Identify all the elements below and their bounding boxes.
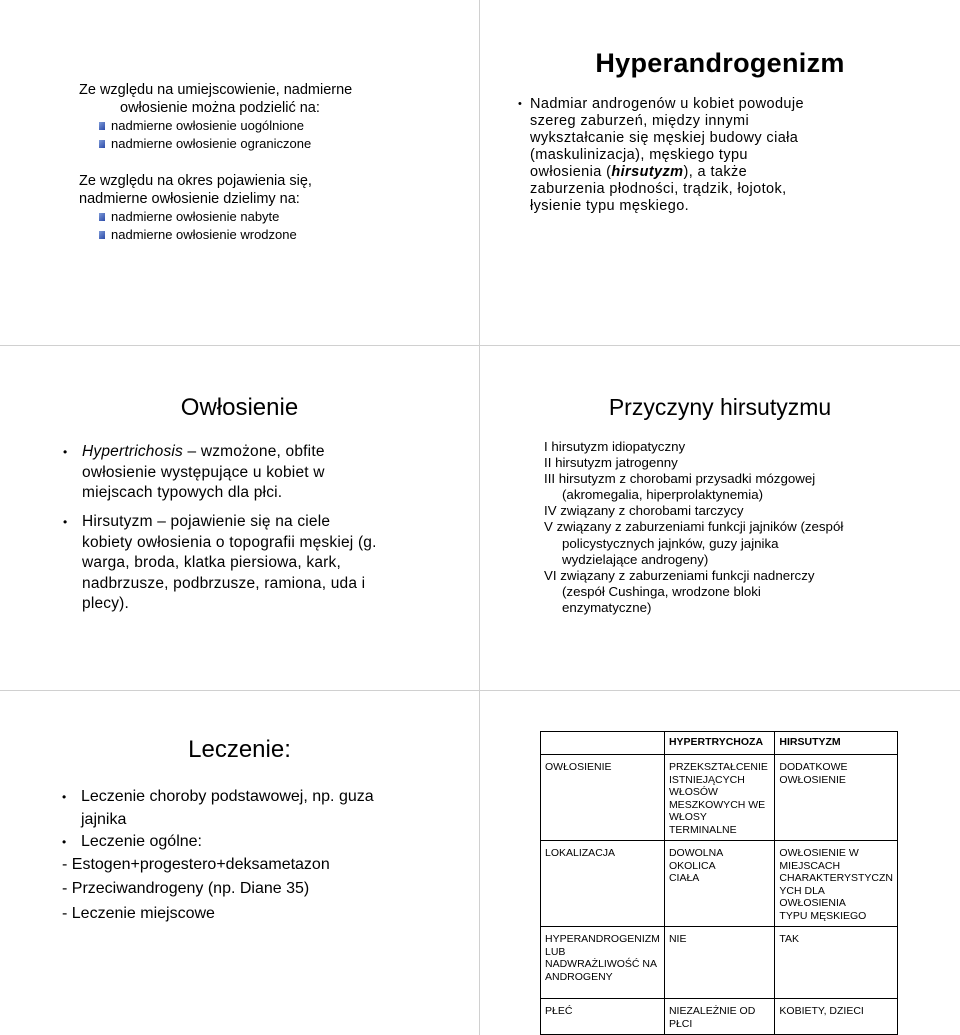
table-header-row	[541, 732, 898, 755]
causes-list	[544, 439, 843, 616]
intro-line: owłosienie można podzielić na:	[120, 100, 320, 116]
paragraph-line: (maskulinizacja), męskiego typu	[530, 147, 748, 163]
paragraph-text: ), a także	[683, 164, 748, 180]
list-item-continuation: enzymatyczne)	[562, 599, 652, 615]
paragraph-line: plecy).	[82, 595, 130, 612]
list-item-continuation: (zespół Cushinga, wrodzone bloki	[562, 583, 761, 599]
list-item: III hirsutyzm z chorobami przysadki mózgowej	[544, 471, 816, 487]
blue-flag-bullet-icon	[99, 122, 105, 130]
blue-flag-bullet-icon	[99, 231, 105, 239]
emphasized-term: hirsutyzm	[611, 164, 684, 180]
paragraph-line: Nadmiar androgenów u kobiet powoduje	[530, 96, 804, 112]
table-cell: DOWOLNA OKOLICA CIAŁA	[664, 841, 774, 927]
paragraph-line: warga, broda, klatka piersiowa, kark,	[82, 554, 341, 571]
paragraph-line: szereg zaburzeń, między innymi	[530, 113, 750, 129]
list-item: II hirsutyzm jatrogenny	[544, 455, 678, 471]
table-cell: PŁEĆ	[541, 999, 665, 1035]
table-cell: HYPERANDROGENIZM LUB NADWRAŻLIWOŚĆ NA ANDROGENY	[541, 927, 665, 999]
list-item-text: Leczenie choroby podstawowej, np. guza	[81, 788, 374, 805]
slide-title: Leczenie:	[188, 736, 291, 763]
list-item	[62, 786, 374, 831]
table-header-cell	[541, 732, 665, 755]
dash-item: - Leczenie miejscowe	[62, 904, 215, 922]
list-item: I hirsutyzm idiopatyczny	[544, 439, 686, 454]
comparison-table	[540, 731, 898, 1035]
slide-title: Hyperandrogenizm	[595, 48, 845, 78]
list-item-text: Leczenie ogólne:	[81, 833, 202, 850]
paragraph-line: wykształcanie się męskiej budowy ciała	[530, 130, 799, 146]
list-item: IV związany z chorobami tarczycy	[544, 503, 744, 519]
table-row	[541, 841, 898, 927]
list-item-continuation: (akromegalia, hiperprolaktynemia)	[562, 487, 764, 503]
period-line: nadmierne owłosienie dzielimy na:	[79, 191, 300, 207]
paragraph-line: owłosienie występujące u kobiet w	[82, 463, 325, 481]
list-item	[99, 117, 352, 135]
table-cell: LOKALIZACJA	[541, 841, 665, 927]
bullet-paragraph	[518, 96, 804, 215]
bullet-icon: •	[63, 515, 68, 529]
paragraph-text: – wzmożone, obfite	[183, 443, 325, 460]
table-cell: NIEZALEŻNIE OD PŁCI	[664, 999, 774, 1035]
table-header-cell: HYPERTRYCHOZA	[664, 732, 774, 755]
paragraph-line: nadbrzusze, podbrzusze, ramiona, uda i	[82, 574, 366, 592]
list-item: VI związany z zaburzeniami funkcji nadnerczy	[544, 567, 815, 583]
table-cell: TAK	[775, 927, 898, 999]
classification-by-location	[79, 81, 352, 153]
emphasized-term: Hypertrichosis	[82, 443, 183, 460]
paragraph-line	[82, 442, 325, 463]
list-item-continuation: policystycznych jajnków, guzy jajnika	[562, 535, 779, 551]
table-header-cell: HIRSUTYZM	[775, 732, 898, 755]
bullet-icon: •	[62, 835, 67, 849]
slide-hirsutism-causes	[480, 346, 960, 690]
slide-treatment	[0, 691, 479, 1035]
paragraph-text: owłosienia (	[530, 164, 612, 180]
bullet-icon: •	[62, 790, 67, 804]
list-item-text: nadmierne owłosienie nabyte	[111, 209, 280, 224]
bullet-hypertrichosis	[63, 442, 325, 504]
classification-by-period	[79, 172, 312, 244]
list-item	[62, 831, 374, 854]
table-cell: DODATKOWE OWŁOSIENIE	[775, 755, 898, 841]
list-item-text: nadmierne owłosienie uogólnione	[111, 118, 304, 133]
table-cell: OWŁOSIENIE	[541, 755, 665, 841]
list-item: V związany z zaburzeniami funkcji jajników (zespół	[544, 519, 844, 535]
bullet-icon: •	[63, 445, 68, 459]
paragraph-line: zaburzenia płodności, trądzik, łojotok,	[530, 181, 787, 197]
paragraph-line	[530, 164, 804, 181]
dash-item: - Przeciwandrogeny (np. Diane 35)	[62, 880, 310, 897]
dash-item: - Estogen+progestero+deksametazon	[62, 855, 330, 873]
period-line: Ze względu na okres pojawienia się,	[79, 173, 312, 189]
list-item	[99, 135, 352, 153]
table-cell: PRZEKSZTAŁCENIE ISTNIEJĄCYCH WŁOSÓW MESZKOWYCH WE WŁOSY TERMINALNE	[664, 755, 774, 841]
slide-title: Przyczyny hirsutyzmu	[608, 394, 832, 420]
slide-hair-classification	[0, 0, 479, 345]
list-item-text: nadmierne owłosienie ograniczone	[111, 136, 312, 151]
paragraph-line: kobiety owłosienia o topografii męskiej (g.	[82, 533, 377, 551]
bullet-hirsutism	[63, 512, 377, 615]
treatment-list	[62, 786, 374, 925]
intro-line: Ze względu na umiejscowienie, nadmierne	[79, 82, 353, 98]
table-row	[541, 999, 898, 1035]
list-item-text: nadmierne owłosienie wrodzone	[111, 227, 297, 242]
table-cell: OWŁOSIENIE W MIEJSCACH CHARAKTERYSTYCZN YCH DLA OWŁOSIENIA TYPU MĘSKIEGO	[775, 841, 898, 927]
paragraph-line: miejscach typowych dla płci.	[82, 484, 283, 501]
blue-flag-bullet-icon	[99, 140, 105, 148]
paragraph-line: Hirsutyzm – pojawienie się na ciele	[82, 513, 331, 530]
slide-hair-types	[0, 346, 479, 690]
table-row	[541, 755, 898, 841]
list-item-text: jajnika	[81, 810, 127, 828]
table-row	[541, 927, 898, 999]
list-item	[99, 226, 312, 244]
list-item	[99, 208, 312, 226]
list-item-continuation: wydzielające androgeny)	[562, 551, 709, 567]
table-cell: NIE	[664, 927, 774, 999]
blue-flag-bullet-icon	[99, 213, 105, 221]
paragraph-line: łysienie typu męskiego.	[530, 198, 690, 214]
bullet-icon: •	[518, 98, 523, 110]
slide-title: Owłosienie	[180, 394, 299, 421]
table-cell: KOBIETY, DZIECI	[775, 999, 898, 1035]
slide-hyperandrogenism	[480, 0, 960, 345]
